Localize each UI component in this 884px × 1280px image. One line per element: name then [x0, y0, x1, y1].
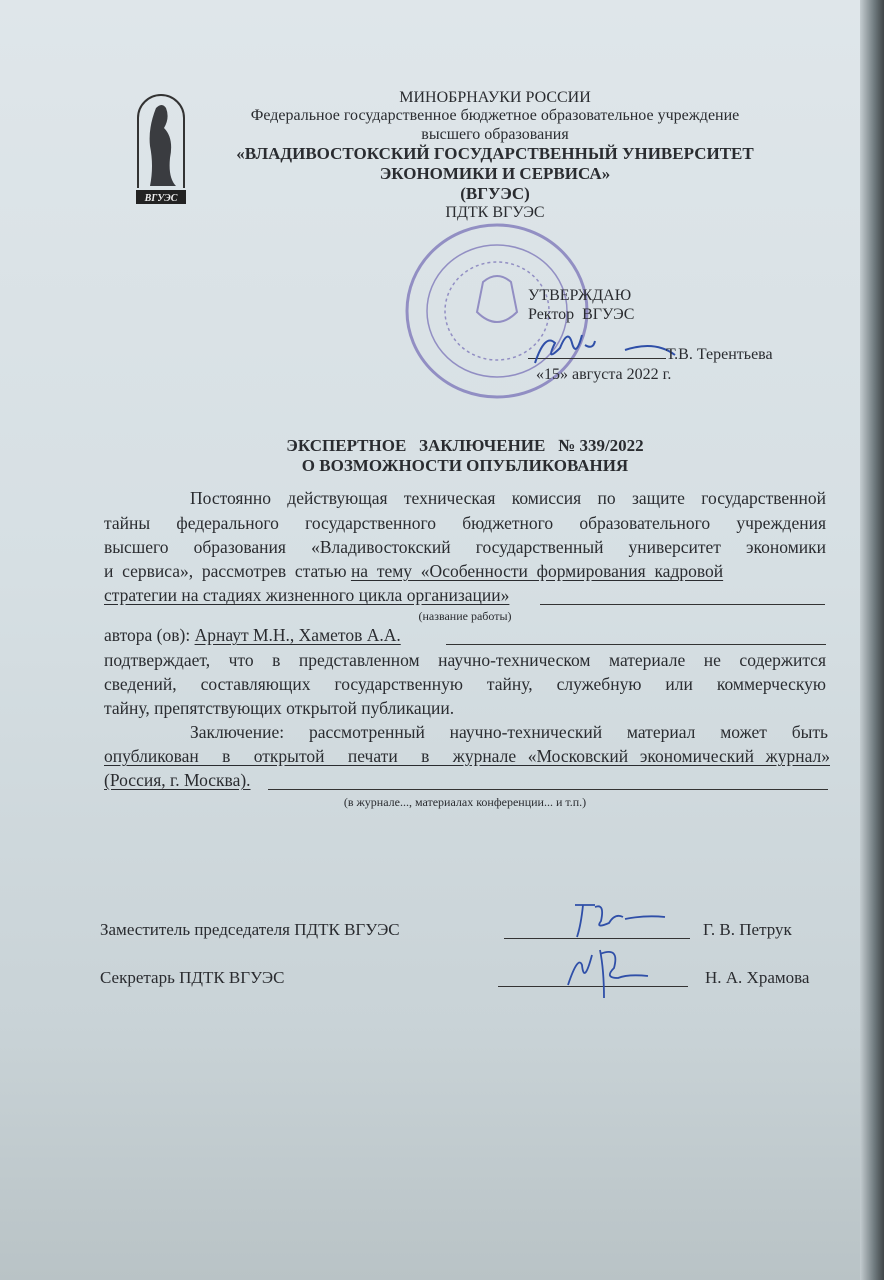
body-line [104, 769, 826, 791]
institution-type: Федеральное государственное бюджетное образовательное учреждение [250, 107, 740, 124]
rector-signature [525, 325, 685, 370]
body-line: тайну, препятствующих открытой публикации. [104, 698, 455, 718]
body-text: и сервиса», рассмотрев статью [104, 561, 351, 581]
photo-edge [860, 0, 884, 1280]
signer-role: Заместитель председателя ПДТК ВГУЭС [100, 920, 400, 939]
signature-petruk [555, 895, 675, 945]
body-line: подтверждает, что в представленном научно-техническом материале не содержится [104, 650, 826, 670]
signer-role: Секретарь ПДТК ВГУЭС [100, 968, 285, 987]
university-name-2: ЭКОНОМИКИ И СЕРВИСА» [379, 164, 611, 183]
body-line [104, 560, 826, 582]
body-line: Постоянно действующая техническая комиссия по защите государственной [190, 488, 826, 508]
body-line: Заключение: рассмотренный научно-технический материал может быть [190, 722, 828, 742]
document-title: ЭКСПЕРТНОЕ ЗАКЛЮЧЕНИЕ № 339/2022 [286, 436, 644, 455]
university-logo [134, 88, 188, 206]
rector-position: Ректор ВГУЭС [528, 306, 635, 323]
signature-khramova [560, 940, 680, 1000]
signer-name: Г. В. Петрук [703, 920, 792, 939]
approve-label: УТВЕРЖДАЮ [528, 287, 632, 304]
approval-date: «15» августа 2022 г. [536, 366, 672, 383]
institution-level: высшего образования [421, 126, 569, 143]
university-name-1: «ВЛАДИВОСТОКСКИЙ ГОСУДАРСТВЕННЫЙ УНИВЕРСИТЕТ [236, 144, 754, 163]
caption-venue: (в журнале..., материалах конференции... и т.п.) [343, 795, 587, 809]
document-subtitle: О ВОЗМОЖНОСТИ ОПУБЛИКОВАНИЯ [301, 456, 629, 475]
body-line: сведений, составляющих государственную тайну, служебную или коммерческую [104, 674, 826, 694]
article-title: на тему «Особенности формирования кадровой [350, 561, 724, 581]
rector-name: Т.В. Терентьева [666, 346, 773, 363]
svg-text:ВГУЭС: ВГУЭС [144, 193, 178, 204]
authors-value: Арнаут М.Н., Хаметов А.А. [194, 625, 401, 645]
ministry: МИНОБРНАУКИ РОССИИ [399, 89, 591, 106]
caption-work-title: (название работы) [418, 609, 512, 623]
body-line [104, 584, 826, 606]
body-line: высшего образования «Владивостокский государственный университет экономики [104, 537, 826, 557]
journal-location: (Россия, г. Москва). [104, 770, 251, 790]
authors-label: автора (ов): [104, 625, 195, 645]
commission-name: ПДТК ВГУЭС [445, 204, 545, 221]
body-line: тайны федерального государственного бюджетного образовательного учреждения [104, 513, 826, 533]
journal-line: опубликован в открытой печати в журнале «Московский экономический журнал» [104, 746, 830, 766]
signer-name: Н. А. Храмова [705, 968, 810, 987]
body-line [104, 624, 826, 646]
university-abbr: (ВГУЭС) [460, 184, 530, 203]
article-title-cont: стратегии на стадиях жизненного цикла организации» [104, 585, 510, 605]
